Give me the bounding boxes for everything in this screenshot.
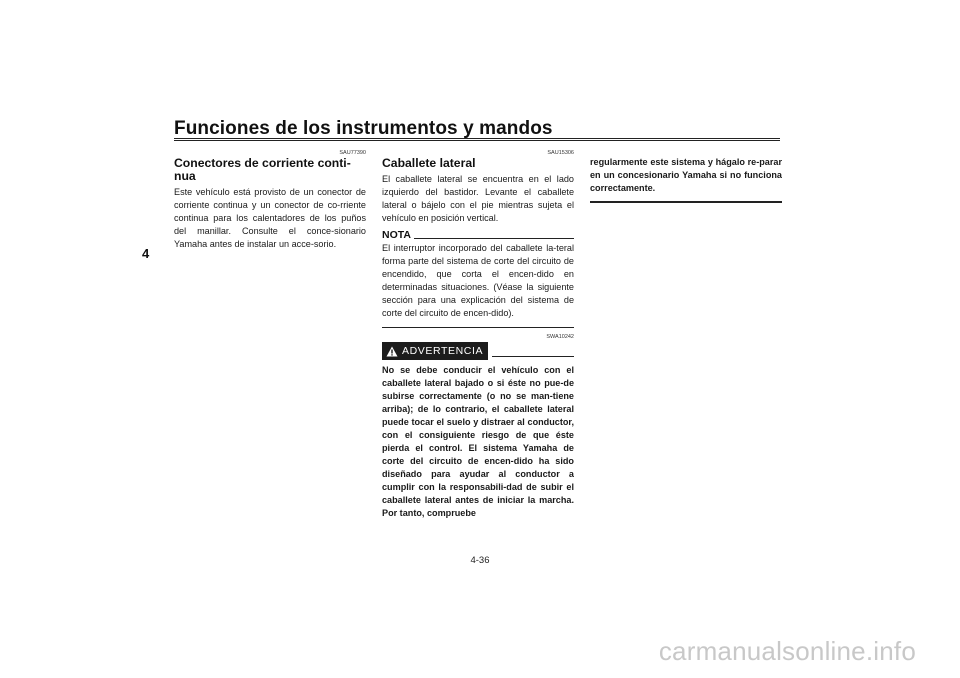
warning-triangle-icon: [386, 346, 398, 357]
section-heading-dc-connectors: [174, 157, 366, 183]
watermark: carmanualsonline.info: [658, 636, 916, 666]
column-right: [590, 150, 782, 203]
note-rule: [414, 238, 574, 239]
section-heading-sidestand: Caballete lateral: [382, 156, 476, 170]
warning-rule: [492, 356, 574, 357]
page-title: Funciones de los instrumentos y mandos: [174, 118, 553, 139]
section-code: SAU15306: [547, 150, 574, 156]
section-body-sidestand: El caballete lateral se encuentra en el lado izquierdo del bastidor. Levante el caballete lateral o bájelo con el pie mientras sujeta el vehículo en posición vertical.: [382, 174, 574, 223]
column-left: [174, 150, 366, 251]
column-middle: [382, 150, 574, 520]
page-number: 4-36: [470, 555, 490, 566]
heading-line-1: Conectores de corriente conti-: [174, 156, 351, 170]
section-body-dc-connectors: Este vehículo está provisto de un conector de corriente continua y un conector de co-rriente continua para los calentadores de los puños del manillar. Consulte el conce-sionario Yamaha antes de instalar un acce-sorio.: [174, 187, 366, 249]
note-header: [382, 229, 574, 241]
warning-end-rule: [590, 201, 782, 203]
chapter-number: 4: [142, 246, 150, 261]
section-code: SAU77390: [339, 150, 366, 156]
note-end-rule: [382, 327, 574, 328]
note-body: El interruptor incorporado del caballete la-teral forma parte del sistema de corte del circuito de encendido, que corta el encen-dido en determinadas situaciones. (Véase la siguiente sección para una explicación del sistema de corte del circuito de encen-dido).: [382, 243, 574, 318]
warning-badge: [382, 342, 488, 360]
note-label: NOTA: [382, 229, 411, 241]
warning-code: SWA10242: [546, 334, 574, 340]
heading-line-2: nua: [174, 169, 196, 183]
warning-header: [382, 342, 574, 360]
warning-body-continued: regularmente este sistema y hágalo re-parar en un concesionario Yamaha si no funciona correctamente.: [590, 157, 782, 193]
title-rule: [174, 138, 780, 141]
warning-label: ADVERTENCIA: [402, 345, 484, 357]
warning-body: No se debe conducir el vehículo con el caballete lateral bajado o si éste no pue-de subirse correctamente (o no se man-tiene arriba); de lo contrario, el caballete lateral puede tocar el suelo y distraer al conductor, con el consiguiente riesgo de que éste pierda el control. El sistema Yamaha de corte del circuito de encen-dido ha sido diseñado para ayudar al conductor a cumplir con la responsabili-dad de subir el caballete lateral antes de iniciar la marcha. Por tanto, compruebe: [382, 365, 574, 518]
